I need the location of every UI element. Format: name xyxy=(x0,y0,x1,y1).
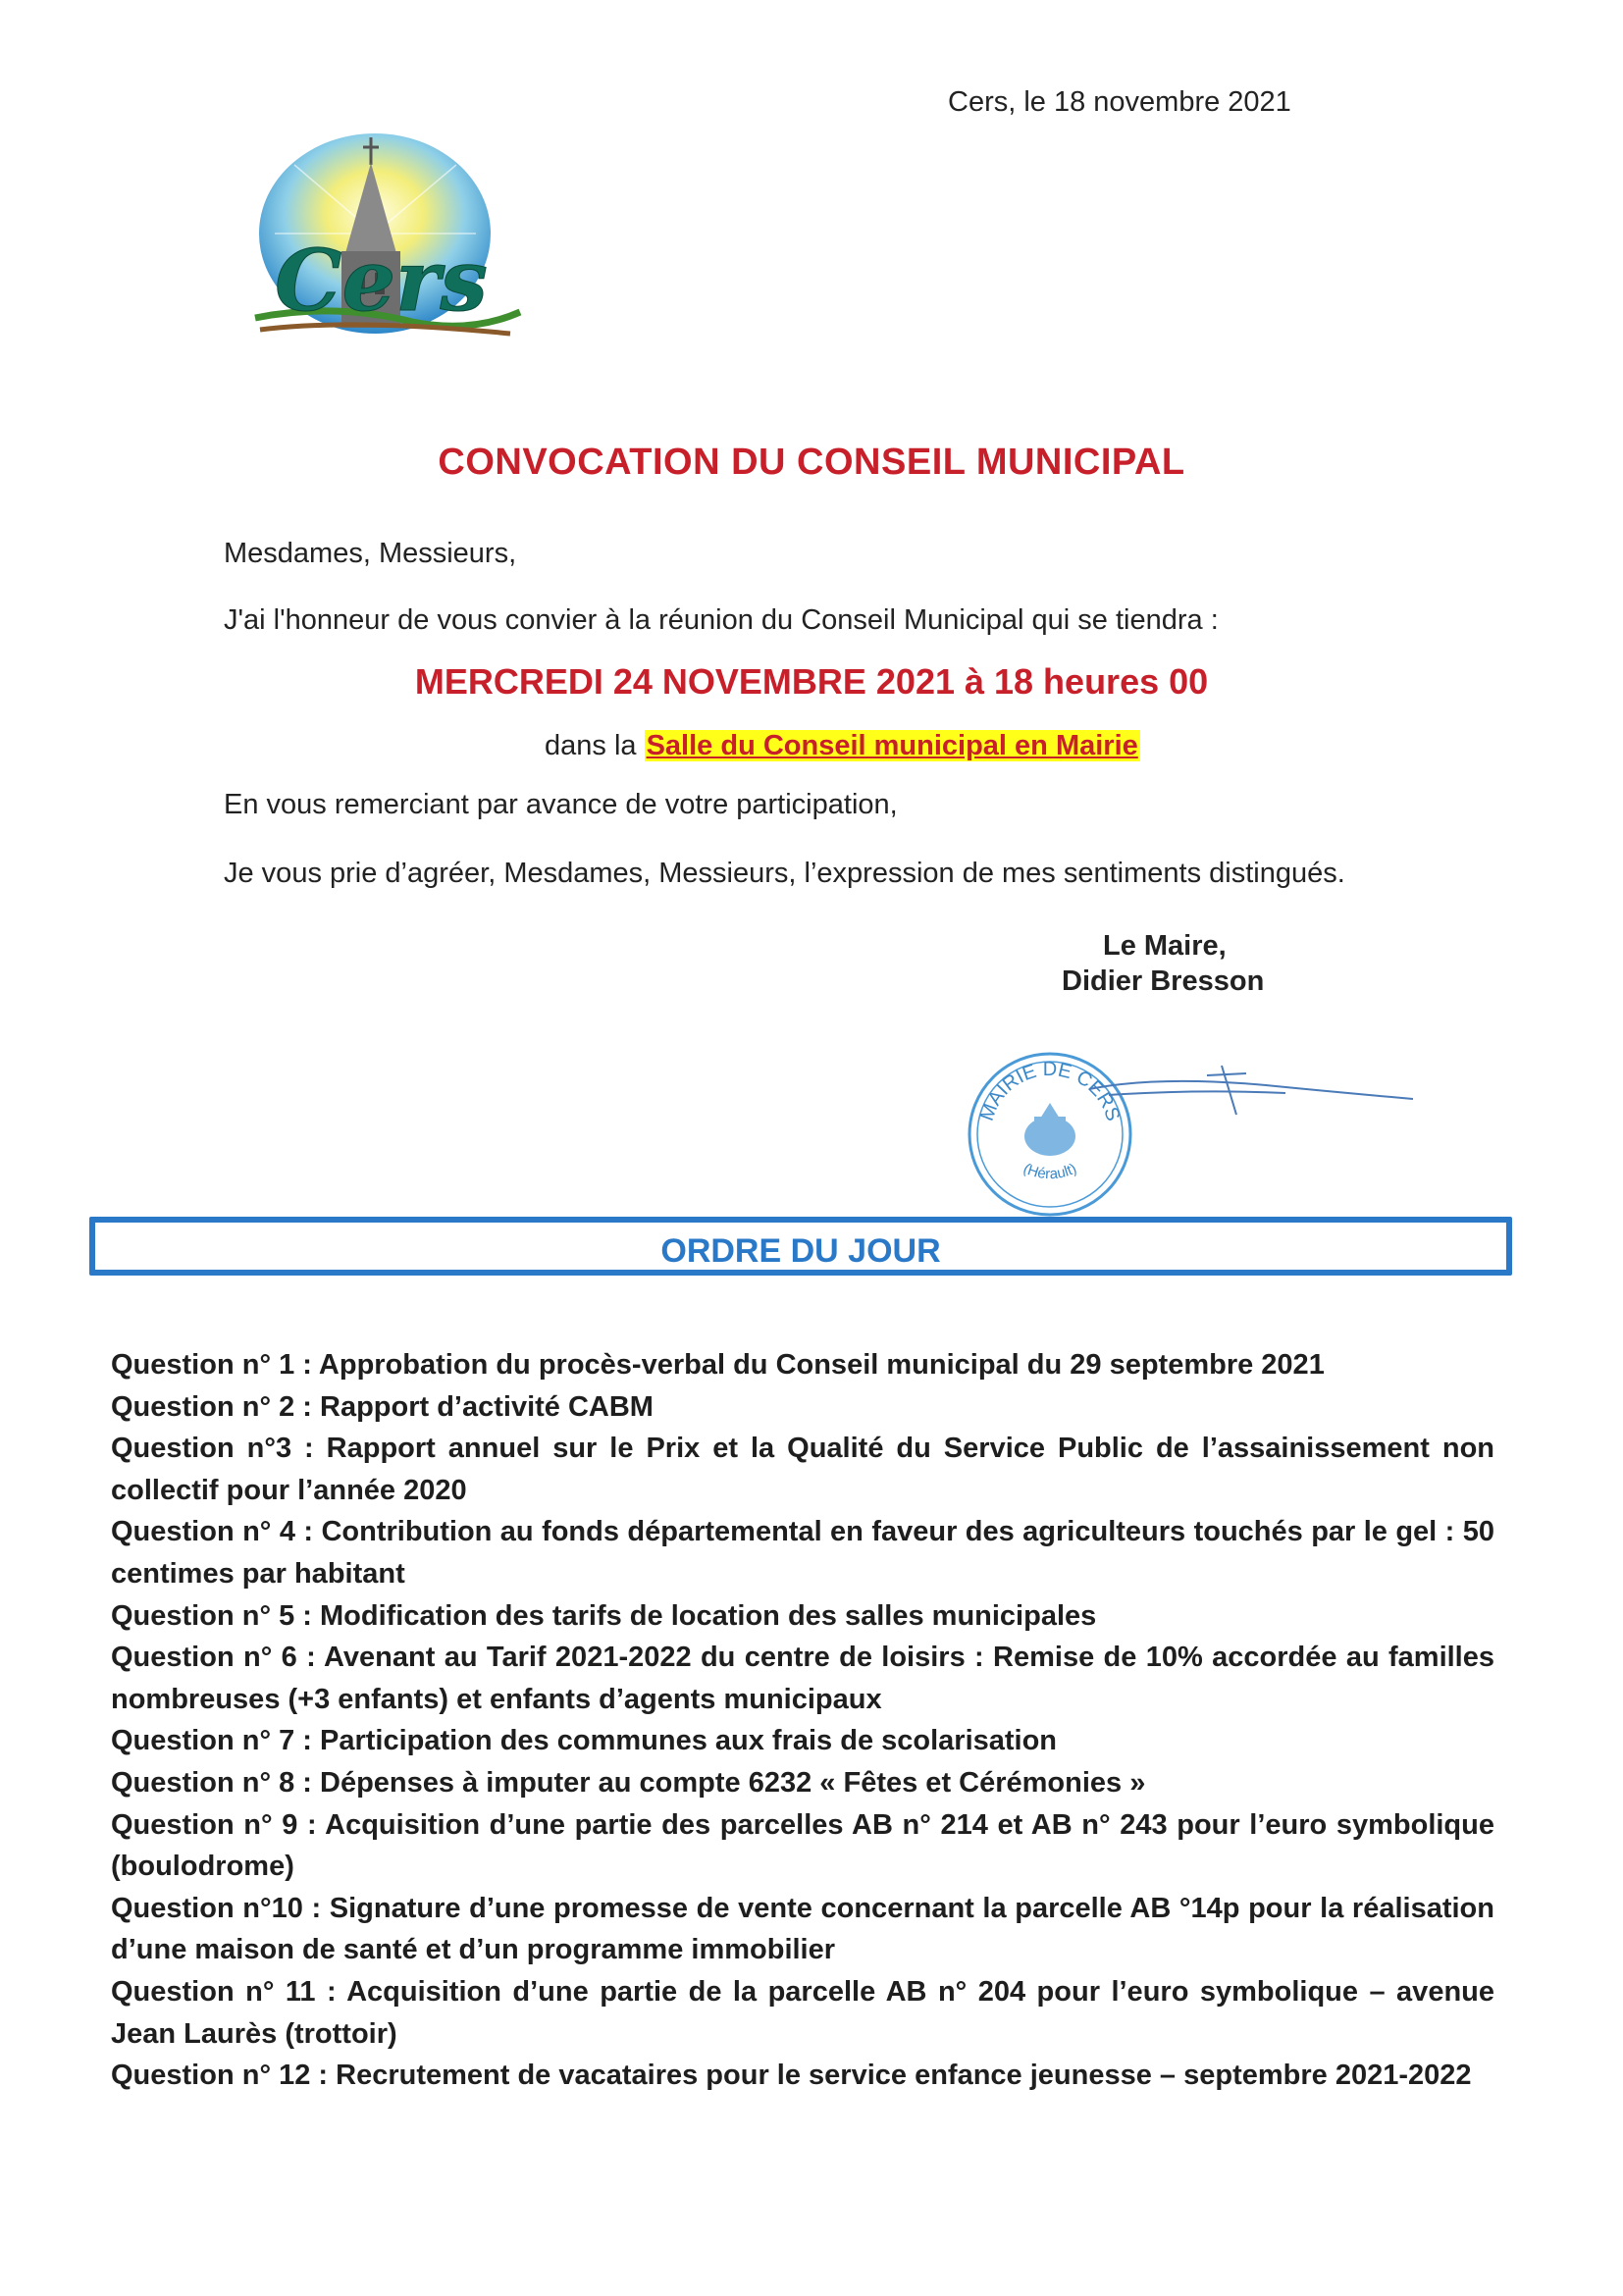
agenda-header-box xyxy=(89,1217,1512,1276)
agenda-question-10: Question n°10 : Signature d’une promesse de vente concernant la parcelle AB °14p pour la réalisation d’une maison de santé et d’un programme immobilier xyxy=(111,1892,1494,1966)
svg-text:(Hérault): (Hérault) xyxy=(1021,1160,1079,1183)
agenda-question-list xyxy=(111,1344,1494,2097)
location-place: Salle du Conseil municipal en Mairie xyxy=(646,730,1138,761)
agenda-question-11: Question n° 11 : Acquisition d’une partie de la parcelle AB n° 204 pour l’euro symbolique – avenue Jean Laurès (trottoir) xyxy=(111,1975,1494,2050)
signature-role: Le Maire, xyxy=(1103,930,1227,962)
agenda-question-7: Question n° 7 : Participation des communes aux frais de scolarisation xyxy=(111,1725,1058,1757)
meeting-date: MERCREDI 24 NOVEMBRE 2021 à 18 heures 00 xyxy=(414,661,1209,702)
thanks-text: En vous remerciant par avance de votre participation, xyxy=(224,789,898,820)
agenda-question-6: Question n° 6 : Avenant au Tarif 2021-2022 du centre de loisirs : Remise de 10% accordée au familles nombreuses (+3 enfants) et enfants d’agents municipaux xyxy=(111,1642,1494,1715)
agenda-question-3: Question n°3 : Rapport annuel sur le Prix et la Qualité du Service Public de l’assainissement non collectif pour l’année 2020 xyxy=(111,1433,1494,1506)
agenda-title: ORDRE DU JOUR xyxy=(660,1232,941,1270)
mairie-stamp xyxy=(962,1046,1423,1223)
closing-text: Je vous prie d’agréer, Mesdames, Messieurs, l’expression de mes sentiments distingués. xyxy=(224,858,1345,889)
signature-name: Didier Bresson xyxy=(1062,965,1265,997)
agenda-question-9: Question n° 9 : Acquisition d’une partie des parcelles AB n° 214 et AB n° 243 pour l’euro symbolique (boulodrome) xyxy=(111,1808,1494,1883)
agenda-question-5: Question n° 5 : Modification des tarifs de location des salles municipales xyxy=(111,1599,1097,1632)
cers-logo xyxy=(236,126,530,371)
agenda-question-12: Question n° 12 : Recrutement de vacataires pour le service enfance jeunesse – septembre 2021-2022 xyxy=(111,2060,1472,2092)
agenda-question-4: Question n° 4 : Contribution au fonds départemental en faveur des agriculteurs touchés par le gel : 50 centimes par habitant xyxy=(111,1516,1494,1590)
intro-text: J'ai l'honneur de vous convier à la réunion du Conseil Municipal qui se tiendra : xyxy=(224,604,1219,636)
document-title: CONVOCATION DU CONSEIL MUNICIPAL xyxy=(438,442,1185,483)
meeting-location xyxy=(545,730,1140,762)
agenda-question-8: Question n° 8 : Dépenses à imputer au compte 6232 « Fêtes et Cérémonies » xyxy=(111,1766,1146,1799)
svg-text:Cers: Cers xyxy=(275,232,488,331)
agenda-question-1: Question n° 1 : Approbation du procès-verbal du Conseil municipal du 29 septembre 2021 xyxy=(111,1349,1325,1381)
svg-text:MAIRIE DE CERS: MAIRIE DE CERS xyxy=(975,1059,1125,1124)
letter-date: Cers, le 18 novembre 2021 xyxy=(948,86,1291,118)
salutation: Mesdames, Messieurs, xyxy=(224,538,517,569)
agenda-question-2: Question n° 2 : Rapport d’activité CABM xyxy=(111,1390,654,1423)
location-prefix: dans la xyxy=(545,730,637,761)
